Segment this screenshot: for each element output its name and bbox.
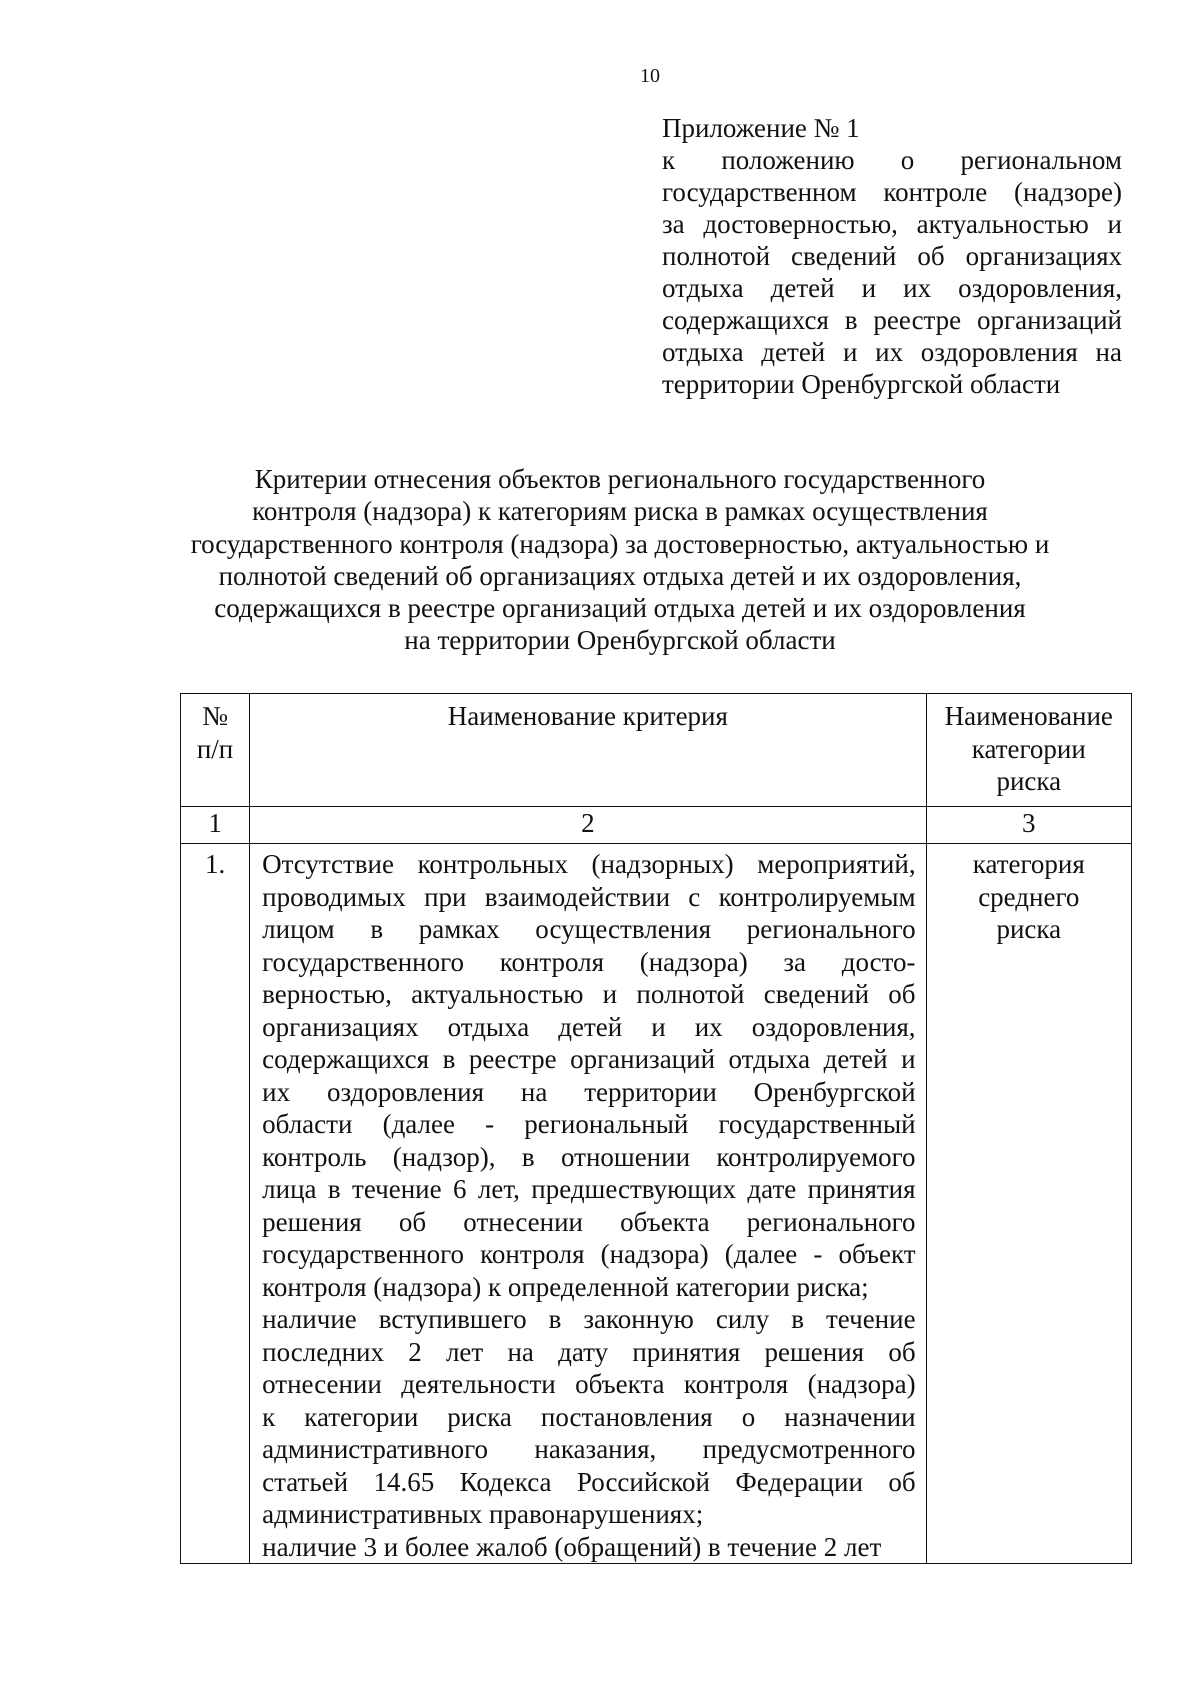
criterion-line-19: административного наказания, предусмотренного	[262, 1434, 916, 1464]
header-criterion-name: Наименование критерия	[250, 694, 926, 807]
criterion-line-8: их оздоровления на территории Оренбургской	[262, 1076, 916, 1107]
index-cell-2: 2	[250, 807, 926, 844]
index-cell-3: 3	[926, 807, 1131, 844]
criterion-text	[250, 844, 926, 1564]
criterion-line-16: последних 2 лет на дату принятия решения об	[262, 1336, 916, 1367]
appendix-line-6: отдыха детей и их оздоровления,	[662, 273, 1122, 303]
criterion-line-5: верностью, актуальностью и полнотой сведений об	[262, 979, 916, 1009]
criterion-line-15: наличие вступившего в законную силу в течение	[262, 1304, 916, 1334]
header-risk-category	[926, 694, 1131, 807]
criterion-line-20: статьей 14.65 Кодекса Российской Федерации об	[262, 1466, 916, 1497]
appendix-line-2: к положению о региональном	[662, 145, 1122, 175]
criterion-line-3: лицом в рамках осуществления регионального	[262, 914, 916, 944]
criterion-line-7: содержащихся в реестре организаций отдыха детей и	[262, 1044, 916, 1074]
heading-line-3: государственного контроля (надзора) за достоверностью, актуальностью и	[190, 528, 1050, 559]
criterion-line-14: контроля (надзора) к определенной категории риска;	[262, 1271, 869, 1302]
criterion-line-1: Отсутствие контрольных (надзорных) мероприятий,	[262, 849, 916, 879]
risk-category	[926, 844, 1131, 1564]
heading-line-4: полнотой сведений об организациях отдыха детей и их оздоровления,	[218, 560, 1022, 591]
page-number: 10	[640, 65, 660, 87]
criterion-line-2: проводимых при взаимодействии с контролируемым	[262, 881, 916, 912]
risk-category-line-3: риска	[996, 914, 1062, 944]
table-index-row	[181, 807, 1132, 844]
criterion-line-17: отнесении деятельности объекта контроля (надзора)	[262, 1369, 916, 1399]
appendix-line-4: за достоверностью, актуальностью и	[662, 209, 1122, 239]
header-number-sign: №	[202, 701, 228, 731]
criterion-line-12: решения об отнесении объекта регионального	[262, 1206, 916, 1237]
row-number: 1.	[181, 844, 250, 1564]
appendix-line-7: содержащихся в реестре организаций	[662, 305, 1122, 335]
header-number-abbr: п/п	[196, 733, 234, 764]
heading-line-5: содержащихся в реестре организаций отдыха детей и их оздоровления	[214, 593, 1026, 624]
criteria-table	[180, 693, 1132, 1564]
risk-category-line-1: категория	[972, 849, 1085, 879]
criterion-line-21: административных правонарушениях;	[262, 1499, 704, 1529]
appendix-reference	[662, 112, 1122, 400]
criterion-line-6: организациях отдыха детей и их оздоровления,	[262, 1011, 916, 1042]
table-row	[181, 844, 1132, 1564]
header-category-line-1: Наименование	[944, 701, 1113, 731]
heading-line-2: контроля (надзора) к категориям риска в рамках осуществления	[252, 496, 988, 527]
criterion-line-11: лица в течение 6 лет, предшествующих дате принятия	[262, 1174, 916, 1204]
header-category-line-2: категории	[971, 733, 1086, 764]
heading-line-6: на территории Оренбургской области	[404, 625, 836, 656]
appendix-line-1: Приложение № 1	[662, 113, 860, 143]
criterion-line-4: государственного контроля (надзора) за досто-	[262, 946, 916, 977]
document-heading	[140, 463, 1100, 657]
index-cell-1: 1	[181, 807, 250, 844]
criterion-line-22: наличие 3 и более жалоб (обращений) в течение 2 лет	[262, 1531, 882, 1562]
criterion-line-13: государственного контроля (надзора) (далее - объект	[262, 1239, 916, 1269]
appendix-line-9: территории Оренбургской области	[662, 369, 1061, 399]
header-number	[181, 694, 250, 807]
criterion-line-18: к категории риска постановления о назначении	[262, 1401, 916, 1432]
criterion-line-9: области (далее - региональный государственный	[262, 1109, 916, 1139]
criterion-line-10: контроль (надзор), в отношении контролируемого	[262, 1141, 916, 1172]
appendix-line-5: полнотой сведений об организациях	[662, 241, 1122, 271]
appendix-line-8: отдыха детей и их оздоровления на	[662, 337, 1122, 367]
heading-line-1: Критерии отнесения объектов регионального государственного	[254, 464, 986, 494]
header-category-line-3: риска	[996, 766, 1062, 796]
table-header-row	[181, 694, 1132, 807]
appendix-line-3: государственном контроле (надзоре)	[662, 177, 1122, 207]
risk-category-line-2: среднего	[978, 881, 1080, 912]
